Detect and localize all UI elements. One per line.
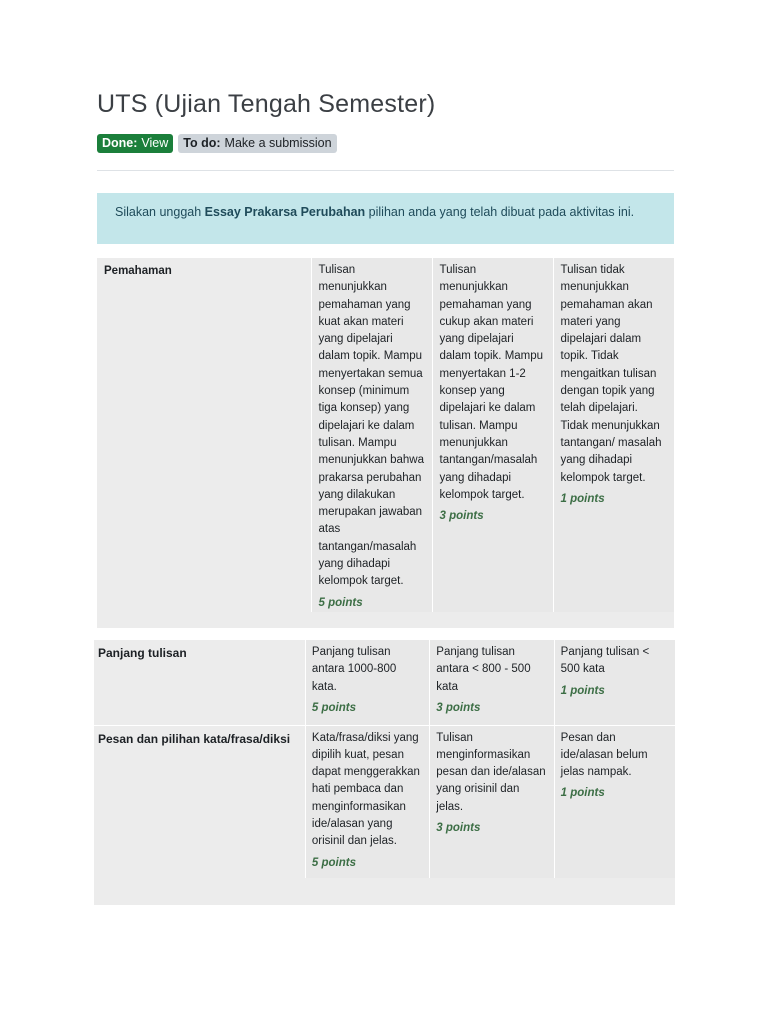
criterion-label: Pemahaman (104, 265, 172, 277)
level-cell (554, 640, 675, 725)
level-description: Tulisan menunjukkan pemahaman yang kuat akan materi yang dipelajari dalam topik. Mampu menyertakan semua konsep (minimum tiga konsep) yang dipelajari ke dalam tulisan. Mampu menunjukkan bahwa prakarsa perubahan yang dilakukan merupakan jawaban atas tantangan/masalah yang dihadapi kelompok target. (318, 264, 424, 588)
description-suffix: pilihan anda yang telah dibuat pada aktivitas ini. (365, 205, 635, 219)
level-description: Tulisan tidak menunjukkan pemahaman akan materi yang dipelajari dalam topik. Tidak mengaitkan tulisan dengan topik yang telah dipelajari. Tidak menunjukkan tantangan/ masalah yang dihadapi kelompok target. (560, 264, 662, 484)
level-points: 5 points (311, 701, 356, 714)
level-points: 3 points (436, 701, 481, 714)
criterion-cell (94, 725, 305, 878)
level-cell (430, 640, 554, 725)
level-description: Panjang tulisan < 500 kata (560, 646, 650, 676)
description-bold: Essay Prakarsa Perubahan (204, 205, 366, 219)
rubric-table-pemahaman (97, 258, 674, 628)
level-points: 1 points (560, 684, 605, 697)
level-description: Panjang tulisan antara < 800 - 500 kata (436, 646, 531, 693)
rubric-row (97, 258, 674, 612)
level-cell (305, 725, 429, 878)
todo-badge (178, 134, 336, 153)
activity-description (97, 193, 674, 244)
todo-label: To do: (183, 136, 221, 150)
divider (97, 170, 674, 171)
rubric-row (94, 640, 675, 725)
done-badge[interactable] (97, 134, 173, 153)
level-description: Kata/frasa/diksi yang dipilih kuat, pesan dapat menggerakkan hati pembaca dan menginformasikan ide/alasan yang orisinil dan jelas. (311, 731, 420, 848)
rubric-table-continued (94, 640, 675, 905)
criterion-label: Pesan dan pilihan kata/frasa/diksi (98, 731, 291, 746)
level-description: Tulisan menginformasikan pesan dan ide/alasan yang orisinil dan jelas. (436, 731, 546, 813)
level-cell (305, 640, 429, 725)
level-points: 5 points (318, 596, 363, 609)
criterion-label: Panjang tulisan (98, 646, 187, 660)
level-description: Tulisan menunjukkan pemahaman yang cukup akan materi yang dipelajari dalam topik. Mampu menyertakan 1-2 konsep yang dipelajari ke dalam tulisan. Mampu menunjukkan tantangan/masalah yang dihadapi kelompok target. (439, 264, 544, 501)
criterion-cell (94, 640, 305, 725)
done-value: View (141, 136, 169, 150)
description-prefix: Silakan unggah (115, 205, 205, 219)
level-cell (554, 725, 675, 878)
done-label: Done: (102, 136, 138, 150)
level-cell (311, 258, 432, 612)
level-cell (553, 258, 674, 612)
level-points: 1 points (560, 492, 605, 505)
level-description: Pesan dan ide/alasan belum jelas nampak. (560, 731, 648, 779)
level-cell (432, 258, 553, 612)
level-points: 1 points (560, 787, 605, 800)
level-points: 3 points (436, 821, 481, 834)
todo-value: Make a submission (224, 136, 332, 150)
criterion-cell (97, 258, 311, 612)
level-description: Panjang tulisan antara 1000-800 kata. (311, 646, 397, 693)
page-title: UTS (Ujian Tengah Semester) (97, 90, 436, 118)
rubric-row (94, 725, 675, 878)
level-points: 5 points (311, 856, 356, 869)
completion-status (97, 134, 337, 153)
level-points: 3 points (439, 510, 484, 523)
level-cell (430, 725, 554, 878)
